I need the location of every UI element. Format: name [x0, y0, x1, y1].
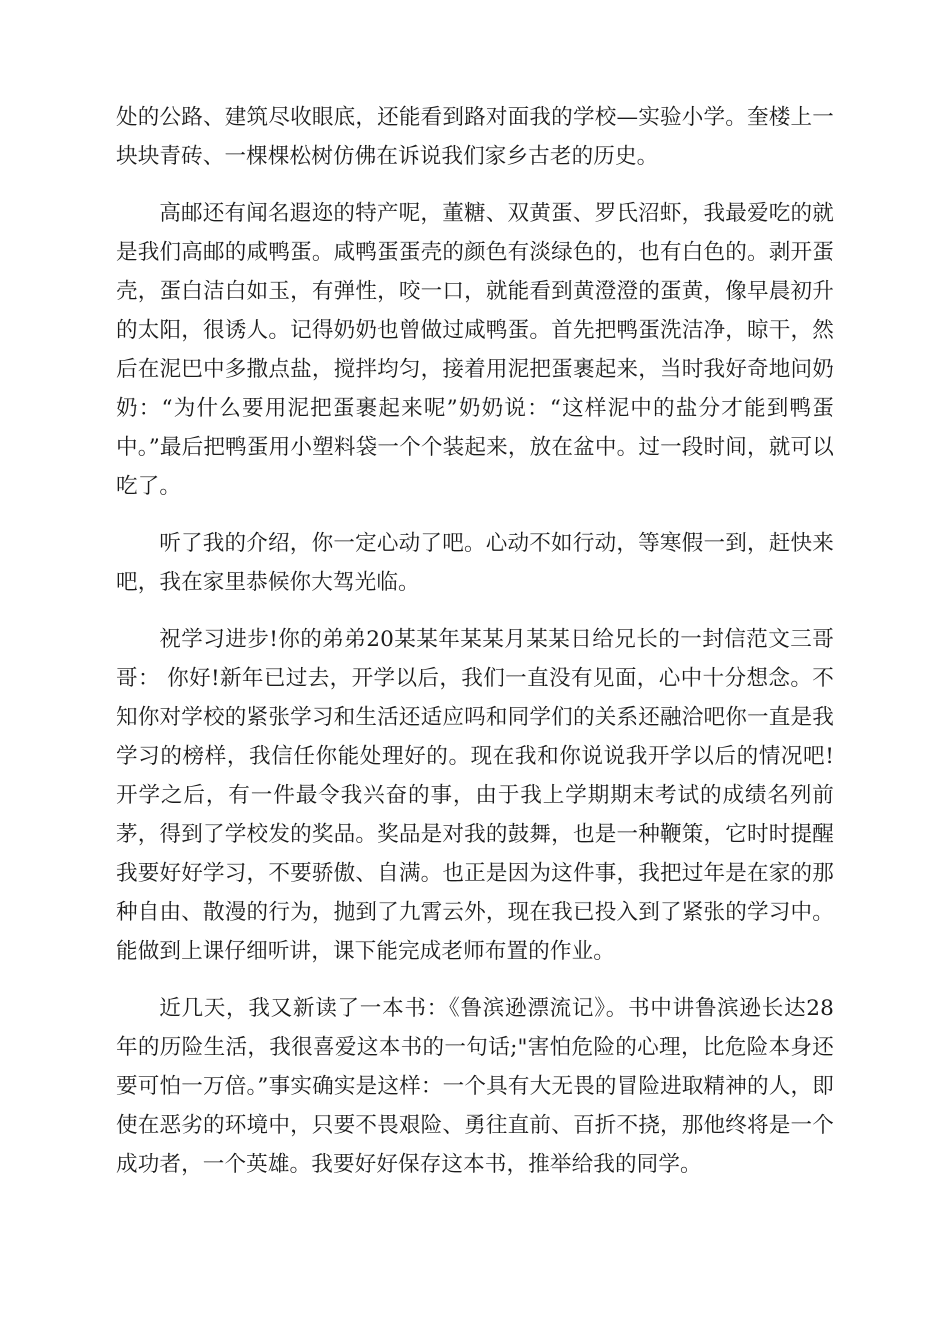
paragraph-3: 听了我的介绍，你一定心动了吧。心动不如行动，等寒假一到，赶快来吧，我在家里恭候你大驾光临。: [116, 531, 834, 595]
paragraph-1: 处的公路、建筑尽收眼底，还能看到路对面我的学校—实验小学。奎楼上一块块青砖、一棵棵松树仿佛在诉说我们家乡古老的历史。: [116, 105, 834, 169]
paragraph-5: 近几天，我又新读了一本书：《鲁滨逊漂流记》。书中讲鲁滨逊长达28年的历险生活，我很喜爱这本书的一句话;"害怕危险的心理，比危险本身还要可怕一万倍。”事实确实是这样：一个具有大无畏的冒险进取精神的人，即使在恶劣的环境中，只要不畏艰险、勇往直前、百折不挠，那他终将是一个成功者，一个英雄。我要好好保存这本书，推举给我的同学。: [116, 996, 834, 1177]
paragraph-4: 祝学习进步!你的弟弟20某某年某某月某某日给兄长的一封信范文三哥哥： 你好!新年已过去，开学以后，我们一直没有见面，心中十分想念。不知你对学校的紧张学习和生活还适应吗和同学们的关系还融洽吧你一直是我学习的榜样，我信任你能处理好的。现在我和你说说我开学以后的情况吧!开学之后，有一件最令我兴奋的事，由于我上学期期末考试的成绩名列前茅，得到了学校发的奖品。奖品是对我的鼓舞，也是一种鞭策，它时时提醒我要好好学习，不要骄傲、自满。也正是因为这件事，我把过年是在家的那种自由、散漫的行为，抛到了九霄云外，现在我已投入到了紧张的学习中。能做到上课仔细听讲，课下能完成老师布置的作业。: [116, 627, 834, 964]
paragraph-2: 高邮还有闻名遐迩的特产呢，董糖、双黄蛋、罗氏沼虾，我最爱吃的就是我们高邮的咸鸭蛋。咸鸭蛋蛋壳的颜色有淡绿色的，也有白色的。剥开蛋壳，蛋白洁白如玉，有弹性，咬一口，就能看到黄澄澄的蛋黄，像早晨初升的太阳，很诱人。记得奶奶也曾做过咸鸭蛋。首先把鸭蛋洗洁净，晾干，然后在泥巴中多撒点盐，搅拌均匀，接着用泥把蛋裹起来，当时我好奇地问奶奶：“为什么要用泥把蛋裹起来呢”奶奶说：“这样泥中的盐分才能到鸭蛋中。”最后把鸭蛋用小塑料袋一个个装起来，放在盆中。过一段时间，就可以吃了。: [116, 201, 834, 499]
document-body: [116, 98, 834, 1202]
